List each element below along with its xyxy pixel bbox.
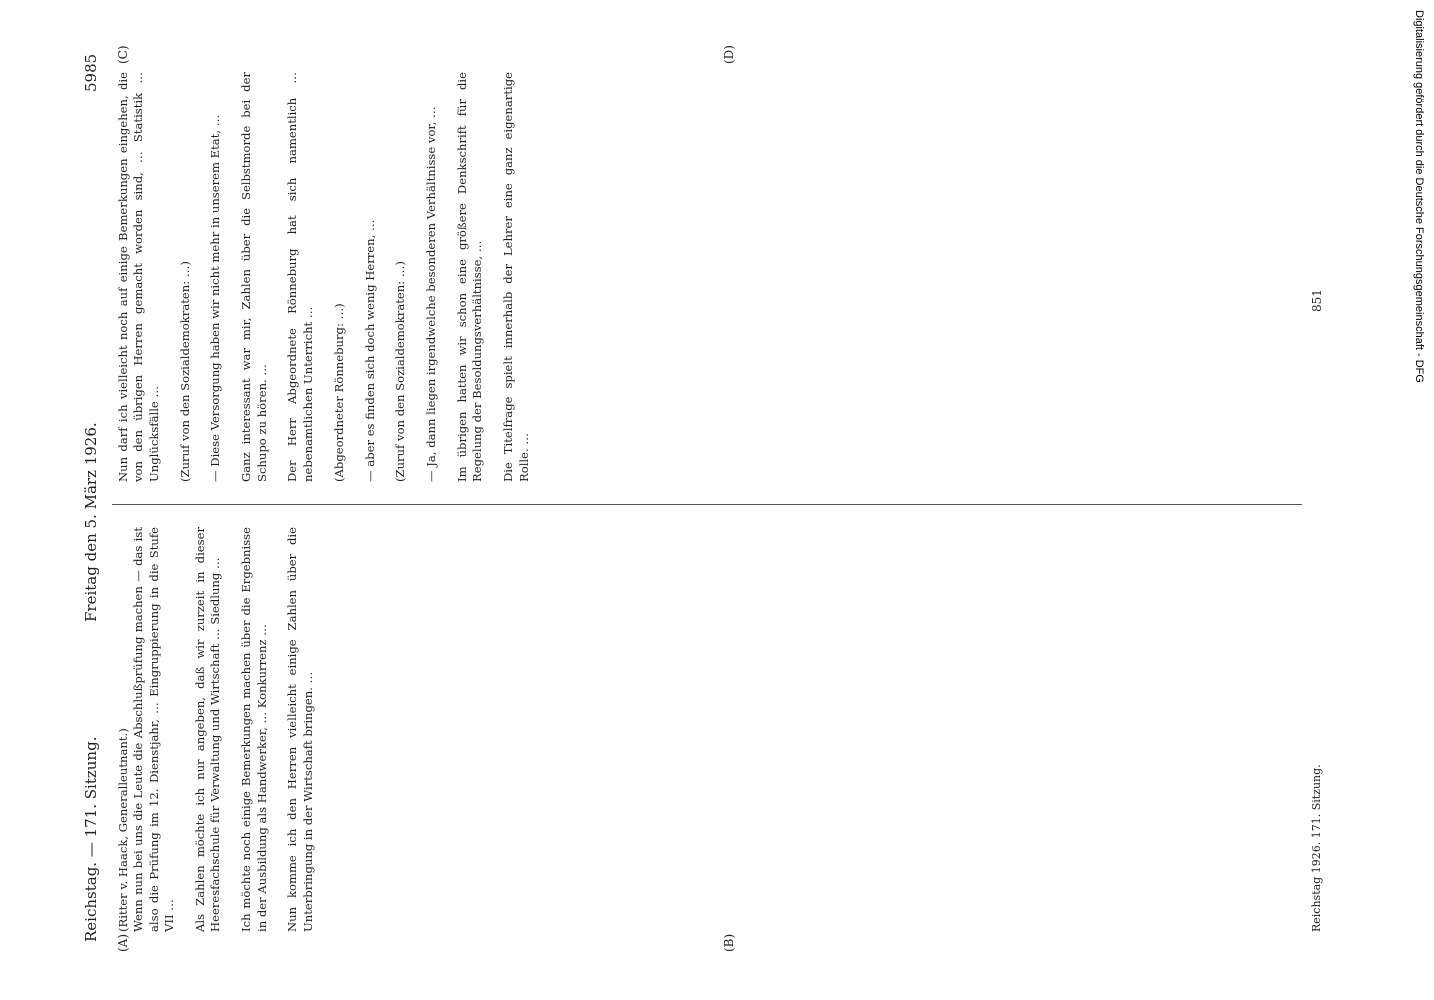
bottom-page-number: 851 bbox=[1310, 289, 1324, 312]
dfg-sidebar bbox=[1408, 10, 1430, 990]
header-left: Reichstag. — 171. Sitzung. bbox=[82, 736, 100, 942]
page-footer: Reichstag 1926. 171. Sitzung. bbox=[1310, 764, 1323, 932]
margin-mark-c: (C) bbox=[116, 45, 130, 64]
column-divider bbox=[112, 504, 1302, 505]
right-text-column: Nun darf ich vielleicht noch auf einige Bemerkungen eingehen, die von den übrigen Herren gemacht worden sind, … Statistik … Unglücksfälle … (Zuruf von den Sozialdemokraten: …) — Diese Versorgung haben wir nicht mehr in unserem Etat, … Ganz interessant war mir, Zahlen über die Selbstmorde bei der Schupo zu hören. … Der Herr Abgeordnete Rönneburg hat sich namentlich … nebenamtlichen Unterricht … (Abgeordneter Rönneburg: …) — aber es finden sich doch wenig Herren, … (Zuruf von den Sozialdemokraten: …) — Ja, dann liegen irgendwelche besonderen Verhältnisse vor, … Im übrigen hatten wir schon eine größere Denkschrift für die Regelung der Besoldungsverhältnisse, … Die Titelfrage spielt innerhalb der Lehrer eine ganz eigenartige Rolle. … bbox=[116, 72, 531, 482]
header-date: Freitag den 5. März 1926. bbox=[82, 422, 100, 622]
header-page-number: 5985 bbox=[82, 53, 100, 92]
rotated-page-content bbox=[82, 47, 1382, 952]
margin-mark-a: (A) bbox=[116, 933, 130, 952]
margin-mark-b: (B) bbox=[722, 933, 736, 952]
dfg-sidebar-text: Digitalisierung gefördert durch die Deutsche Forschungsgemeinschaft - DFG bbox=[1413, 10, 1425, 383]
left-text-column: (Ritter v. Haack, Generalleutnant.) Wenn nun bei uns die Leute die Abschlußprüfung machen — das ist also die Prüfung im 12. Dienstjahr, … Eingruppierung in die Stufe VII … Als Zahlen möchte ich nur angeben, daß wir zurzeit in dieser Heeresfachschule für Verwaltung und Wirtschaft … Siedlung … Ich möchte noch einige Bemerkungen machen über die Ergebnisse in der Ausbildung als Handwerker, … Konkurrenz … Nun komme ich den Herren vielleicht einige Zahlen über die Unterbringung in der Wirtschaft bringen. … bbox=[116, 527, 315, 932]
margin-mark-d: (D) bbox=[722, 45, 736, 64]
